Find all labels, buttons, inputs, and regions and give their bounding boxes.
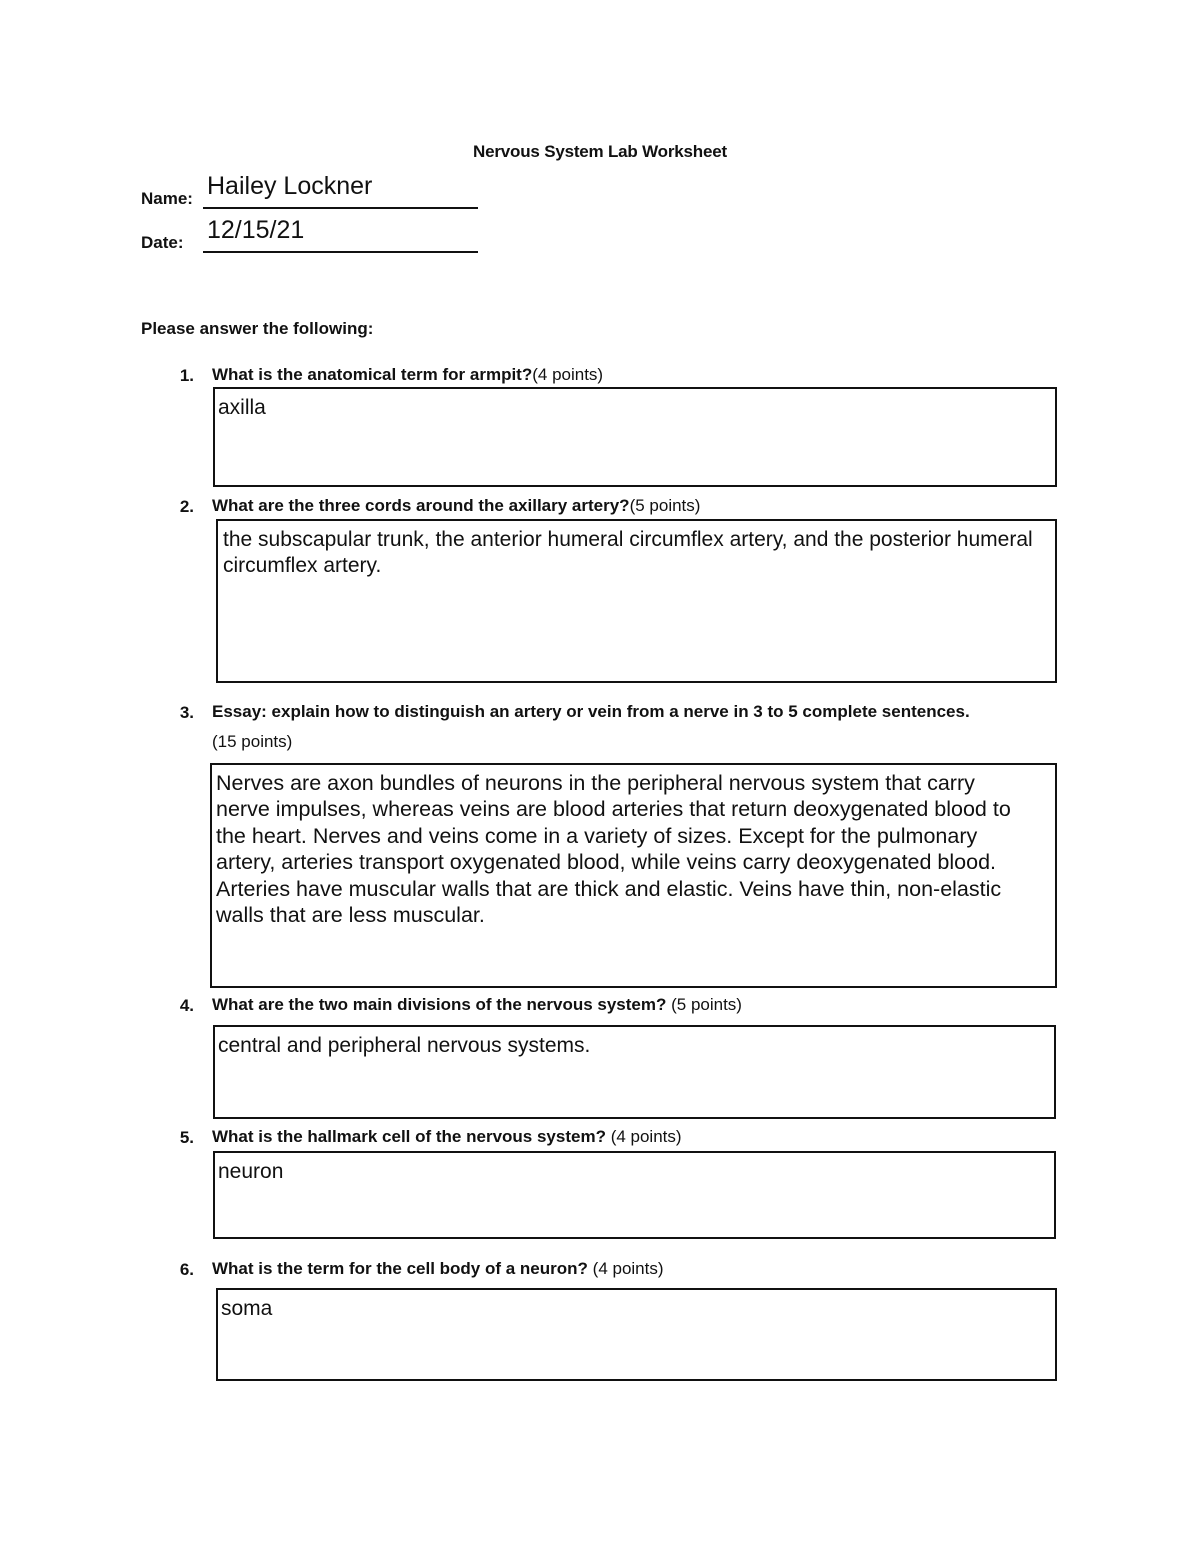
answer-box-6[interactable] <box>216 1288 1057 1381</box>
answer-1-text: axilla <box>218 396 266 419</box>
question-5-prompt: What is the hallmark cell of the nervous system? <box>212 1127 606 1146</box>
question-4-number: 4. <box>179 996 194 1015</box>
question-6-text <box>212 1254 664 1284</box>
date-label: Date: <box>141 233 184 252</box>
question-3-prompt: Essay: explain how to distinguish an artery or vein from a nerve in 3 to 5 complete sentences. <box>212 702 970 721</box>
question-6-prompt: What is the term for the cell body of a neuron? <box>212 1259 588 1278</box>
question-2-text <box>212 491 700 521</box>
question-1-prompt: What is the anatomical term for armpit? <box>212 365 533 384</box>
name-label: Name: <box>141 189 193 208</box>
question-4-prompt: What are the two main divisions of the nervous system? <box>212 995 667 1014</box>
question-5-number: 5. <box>179 1128 194 1147</box>
question-1-text <box>212 360 603 390</box>
answer-box-2[interactable] <box>216 519 1057 683</box>
question-2-points: (5 points) <box>629 496 701 515</box>
question-5-text <box>212 1122 682 1152</box>
answer-box-5[interactable] <box>213 1151 1056 1239</box>
answer-box-4[interactable] <box>213 1025 1056 1119</box>
question-2-prompt: What are the three cords around the axillary artery? <box>212 496 630 515</box>
question-1-number: 1. <box>179 366 194 385</box>
question-5-points: (4 points) <box>610 1127 682 1146</box>
name-underline <box>203 207 478 209</box>
question-6-points: (4 points) <box>592 1259 664 1278</box>
question-3-number: 3. <box>179 703 194 722</box>
answer-6-text: soma <box>221 1297 273 1320</box>
date-field[interactable]: 12/15/21 <box>207 216 305 244</box>
question-4-text <box>212 990 742 1020</box>
question-4-points: (5 points) <box>671 995 742 1014</box>
answer-4-text: central and peripheral nervous systems. <box>218 1034 591 1057</box>
worksheet-title: Nervous System Lab Worksheet <box>473 142 727 161</box>
question-6-number: 6. <box>179 1260 194 1279</box>
date-underline <box>203 251 478 253</box>
question-1-points: (4 points) <box>532 365 604 384</box>
name-field[interactable]: Hailey Lockner <box>207 172 373 200</box>
answer-2-text: the subscapular trunk, the anterior humeral circumflex artery, and the posterior humeral circumflex artery. <box>223 528 1033 577</box>
question-3-points: (15 points) <box>212 732 293 751</box>
question-2-number: 2. <box>179 497 194 516</box>
answer-box-3[interactable] <box>210 763 1057 988</box>
answer-box-1[interactable] <box>213 387 1057 487</box>
answer-5-text: neuron <box>218 1160 284 1183</box>
instructions: Please answer the following: <box>141 319 374 338</box>
answer-3-text: Nerves are axon bundles of neurons in the peripheral nervous system that carry nerve impulses, whereas veins are blood arteries that return deoxygenated blood to the heart. Nerves and veins come in a variety of sizes. Except for the pulmonary artery, arteries transport oxygenated blood, while veins carry deoxygenated blood. Arteries have muscular walls that are thick and elastic. Veins have thin, non-elastic walls that are less muscular. <box>216 771 1011 928</box>
question-3-text <box>212 697 1052 757</box>
